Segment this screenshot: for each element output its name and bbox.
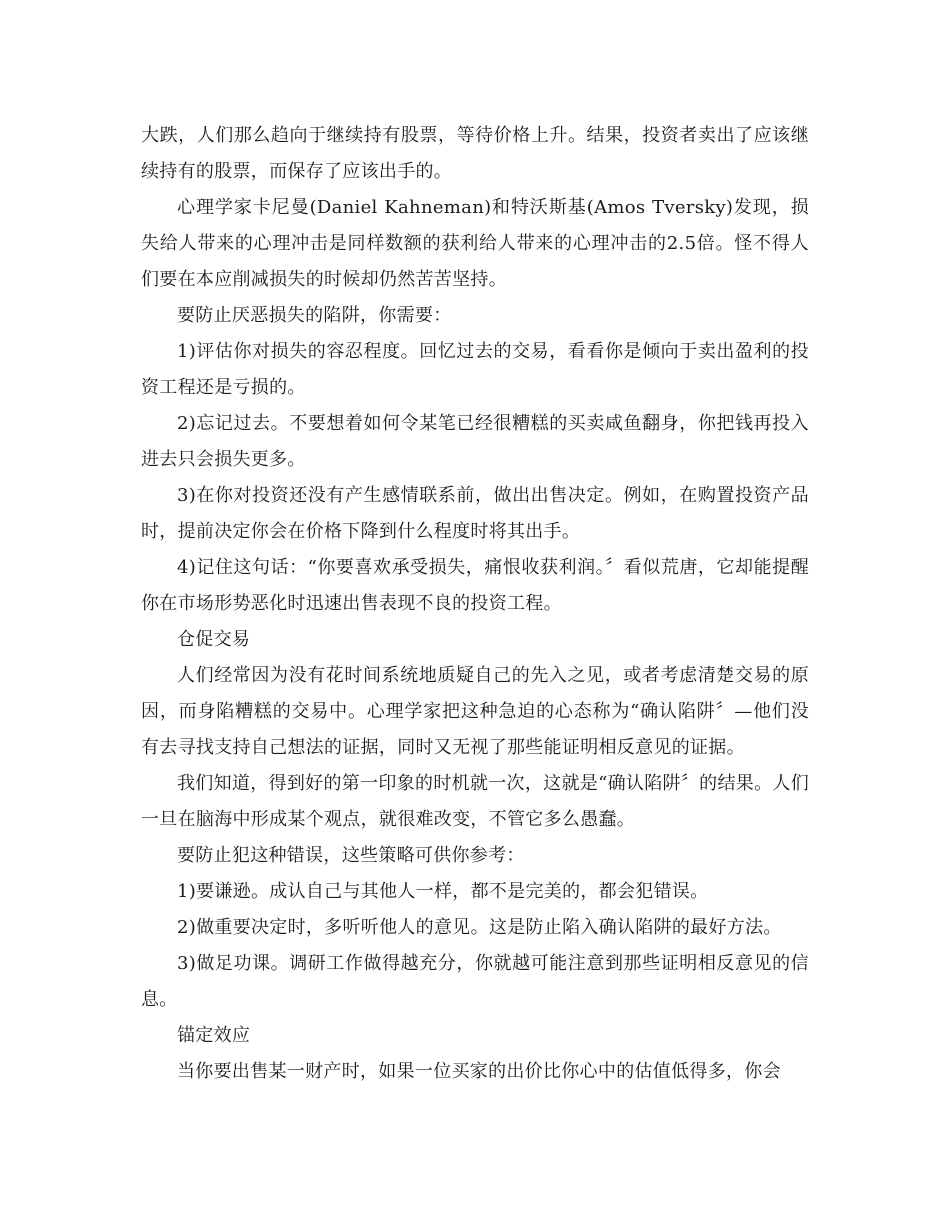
paragraph-loss-aversion-intro: 要防止厌恶损失的陷阱，你需要： xyxy=(177,305,452,326)
list-item-strategy-2: 2)做重要决定时，多听听他人的意见。这是防止陷入确认陷阱的最好方法。 xyxy=(177,917,782,938)
paragraph-continuation: 大跌，人们那么趋向于继续持有股票，等待价格上升。结果，投资者卖出了应该继续持有的股票，而保存了应该出手的。 xyxy=(141,125,809,182)
paragraph-confirmation-trap: 人们经常因为没有花时间系统地质疑自己的先入之见，或者考虑清楚交易的原因，而身陷糟糕的交易中。心理学家把这种急迫的心态称为“确认陷阱〞—他们没有去寻找支持自己想法的证据，同时又无视了那些能证明相反意见的证据。 xyxy=(141,665,809,758)
list-item-loss-2: 2)忘记过去。不要想着如何令某笔已经很糟糕的买卖咸鱼翻身，你把钱再投入进去只会损失更多。 xyxy=(141,413,809,470)
paragraph-strategies-intro: 要防止犯这种错误，这些策略可供你参考： xyxy=(177,845,525,866)
list-item-loss-4: 4)记住这句话：“你要喜欢承受损失，痛恨收获利润。〞看似荒唐，它却能提醒你在市场形势恶化时迅速出售表现不良的投资工程。 xyxy=(141,557,809,614)
section-heading-anchoring: 锚定效应 xyxy=(177,1025,251,1046)
paragraph-anchoring-start: 当你要出售某一财产时，如果一位买家的出价比你心中的估值低得多，你会 xyxy=(177,1061,781,1082)
section-heading-hasty-trading: 仓促交易 xyxy=(177,629,251,650)
paragraph-kahneman-tversky: 心理学家卡尼曼(Daniel Kahneman)和特沃斯基(Amos Tversky)发现，损失给人带来的心理冲击是同样数额的获利给人带来的心理冲击的2.5倍。怪不得人们要在本应削减损失的时候却仍然苦苦坚持。 xyxy=(141,197,809,290)
list-item-strategy-1: 1)要谦逊。成认自己与其他人一样，都不是完美的，都会犯错误。 xyxy=(177,881,709,902)
document-body xyxy=(141,118,809,1090)
list-item-strategy-3: 3)做足功课。调研工作做得越充分，你就越可能注意到那些证明相反意见的信息。 xyxy=(141,953,809,1010)
paragraph-first-impression: 我们知道，得到好的第一印象的时机就一次，这就是“确认陷阱〞的结果。人们一旦在脑海中形成某个观点，就很难改变，不管它多么愚蠢。 xyxy=(141,773,809,830)
list-item-loss-3: 3)在你对投资还没有产生感情联系前，做出出售决定。例如，在购置投资产品时，提前决定你会在价格下降到什么程度时将其出手。 xyxy=(141,485,809,542)
list-item-loss-1: 1)评估你对损失的容忍程度。回忆过去的交易，看看你是倾向于卖出盈利的投资工程还是亏损的。 xyxy=(141,341,809,398)
